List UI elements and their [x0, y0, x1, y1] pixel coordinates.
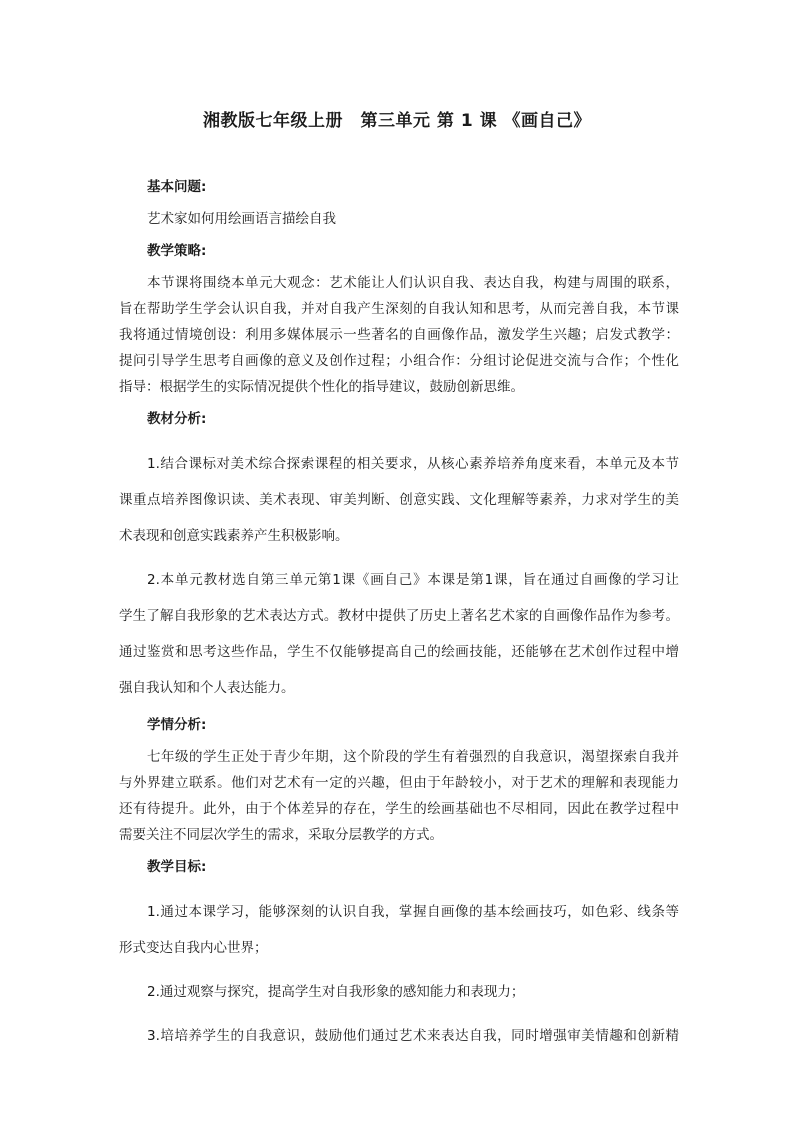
material-para1-line: 课重点培养图像识读、美术表现、审美判断、创意实践、文化理解等素养，力求对学生的美 [119, 492, 679, 508]
learner-line: 需要关注不同层次学生的需求，采取分层教学的方式。 [119, 827, 443, 843]
material-para1-line: 1.结合课标对美术综合探索课程的相关要求，从核心素养培养角度来看，本单元及本节 [147, 456, 679, 472]
strategy-line: 本节课将围绕本单元大观念：艺术能让人们认识自我、表达自我，构建与周围的联系， [147, 275, 679, 291]
learner-heading: 学情分析: [147, 717, 207, 733]
strategy-heading: 教学策略: [147, 243, 207, 259]
material-para2-line: 强自我认知和个人表达能力。 [119, 680, 295, 696]
strategy-line: 提问引导学生思考自画像的意义及创作过程；小组合作：分组讨论促进交流与合作；个性化 [119, 353, 679, 369]
strategy-line: 指导：根据学生的实际情况提供个性化的指导建议，鼓励创新思维。 [119, 379, 524, 395]
material-para1-line: 术表现和创意实践素养产生积极影响。 [119, 528, 349, 544]
goals-item1-line: 1.通过本课学习，能够深刻的认识自我，掌握自画像的基本绘画技巧，如色彩、线条等 [147, 904, 679, 920]
material-para2-line: 学生了解自我形象的艺术表达方式。教材中提供了历史上著名艺术家的自画像作品作为参考。 [119, 608, 679, 624]
learner-line: 七年级的学生正处于青少年期，这个阶段的学生有着强烈的自我意识，渴望探索自我并 [147, 749, 679, 765]
content-body [119, 176, 679, 1054]
strategy-line: 旨在帮助学生学会认识自我，并对自我产生深刻的自我认知和思考，从而完善自我，本节课 [119, 301, 679, 317]
material-para2-line: 2.本单元教材选自第三单元第1课《画自己》本课是第1课，旨在通过自画像的学习让 [147, 572, 679, 588]
learner-line: 与外界建立联系。他们对艺术有一定的兴趣，但由于年龄较小，对于艺术的理解和表现能力 [119, 775, 679, 791]
learner-line: 还有待提升。此外，由于个体差异的存在，学生的绘画基础也不尽相同，因此在教学过程中 [119, 801, 679, 817]
strategy-line: 我将通过情境创设：利用多媒体展示一些著名的自画像作品，激发学生兴趣；启发式教学： [119, 327, 679, 343]
goals-item1-line: 形式变达自我内心世界； [119, 940, 268, 956]
goals-item2: 2.通过观察与探究，提高学生对自我形象的感知能力和表现力； [147, 984, 525, 1000]
basic-question-heading: 基本问题: [147, 179, 207, 195]
page-title: 湘教版七年级上册 第三单元 第 1 课 《画自己》 [202, 111, 591, 131]
goals-item3: 3.培培养学生的自我意识，鼓励他们通过艺术来表达自我，同时增强审美情趣和创新精 [147, 1028, 679, 1044]
material-heading: 教材分析: [147, 411, 207, 427]
basic-question-text: 艺术家如何用绘画语言描绘自我 [147, 211, 336, 227]
goals-heading: 教学目标: [147, 859, 207, 875]
material-para2-line: 通过鉴赏和思考这些作品，学生不仅能够提高自己的绘画技能，还能够在艺术创作过程中增 [119, 644, 679, 660]
